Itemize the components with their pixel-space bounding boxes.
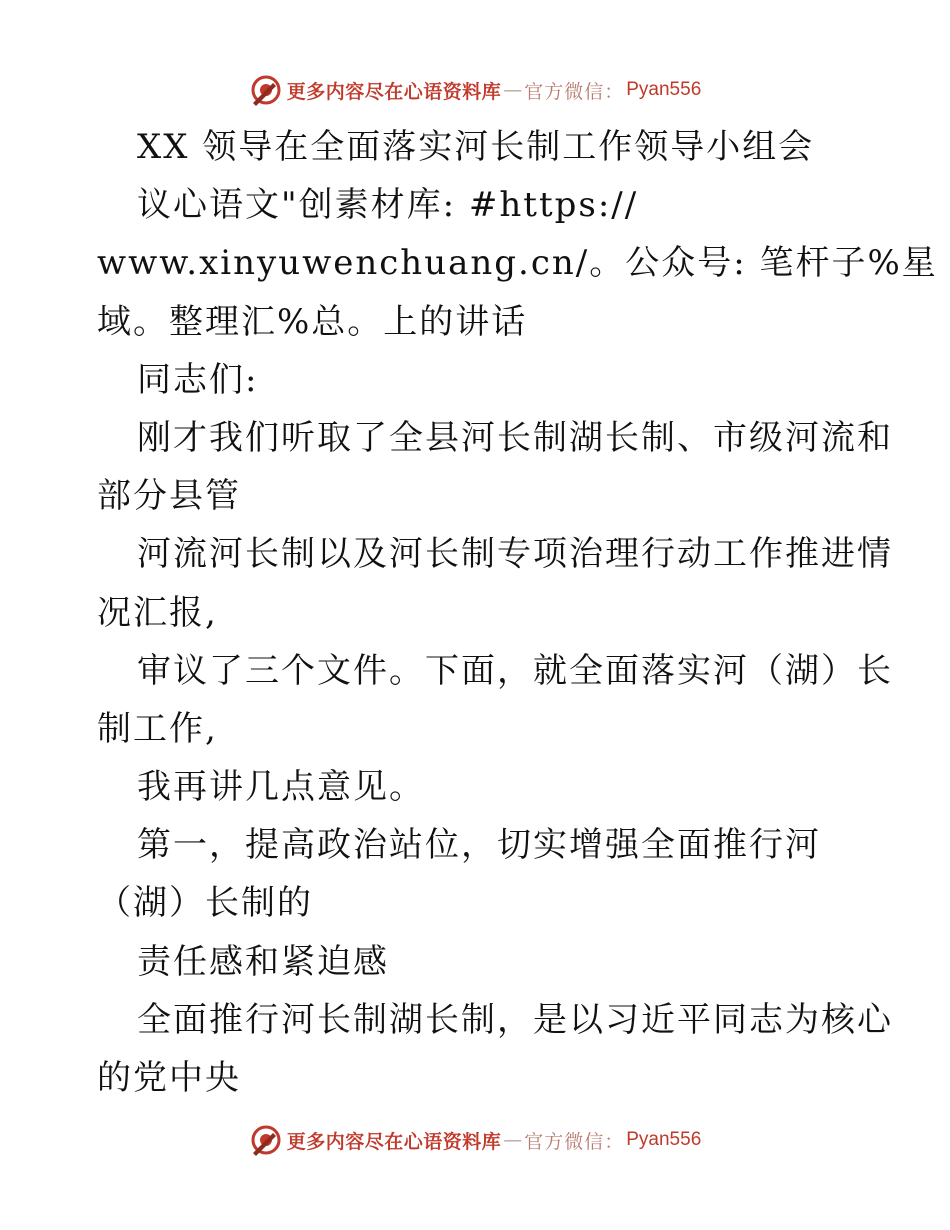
title-line-1: XX 领导在全面落实河长制工作领导小组会 bbox=[137, 127, 815, 167]
paragraph-line: 审议了三个文件。下面，就全面落实河（湖）长 bbox=[137, 650, 893, 691]
pen-logo-icon bbox=[249, 73, 283, 107]
banner-wechat-label: 官方微信： bbox=[524, 80, 625, 103]
section-heading-line: 责任感和紧迫感 bbox=[137, 941, 389, 982]
paragraph-line: 全面推行河长制湖长制，是以习近平同志为核心 bbox=[137, 999, 893, 1040]
paragraph-line: 部分县管 bbox=[97, 476, 241, 517]
banner-lead-text: 更多内容尽在心语资料库 bbox=[286, 1130, 502, 1153]
paragraph-line: 河流河长制以及河长制专项治理行动工作推进情 bbox=[137, 534, 893, 575]
paragraph-line: 的党中央 bbox=[97, 1058, 241, 1098]
title-line-4: 域。整理汇%总。上的讲话 bbox=[97, 301, 528, 342]
banner-wechat-label: 官方微信： bbox=[524, 1130, 625, 1153]
banner-dash: — bbox=[503, 79, 523, 101]
paragraph-line: 我再讲几点意见。 bbox=[137, 767, 425, 808]
paragraph-line: 制工作, bbox=[97, 708, 218, 749]
document-body bbox=[97, 118, 938, 1107]
footer-banner bbox=[0, 1120, 950, 1160]
paragraph-line: 况汇报, bbox=[97, 592, 218, 633]
section-heading-line: 第一，提高政治站位，切实增强全面推行河 bbox=[137, 825, 821, 866]
title-line-3: www.xinyuwenchuang.cn/。公众号: 笔杆子%星 bbox=[97, 243, 938, 284]
banner-wechat-id: Pyan556 bbox=[626, 1129, 702, 1150]
banner-lead-text: 更多内容尽在心语资料库 bbox=[286, 80, 502, 103]
salutation: 同志们: bbox=[137, 359, 259, 400]
title-line-2: 议心语文"创素材库: #https:// bbox=[137, 185, 639, 226]
header-banner bbox=[0, 70, 950, 110]
banner-dash: — bbox=[503, 1129, 523, 1151]
paragraph-line: 刚才我们听取了全县河长制湖长制、市级河流和 bbox=[137, 417, 893, 458]
pen-logo-icon bbox=[249, 1123, 283, 1157]
section-heading-line: （湖）长制的 bbox=[97, 883, 313, 924]
banner-wechat-id: Pyan556 bbox=[626, 79, 702, 100]
